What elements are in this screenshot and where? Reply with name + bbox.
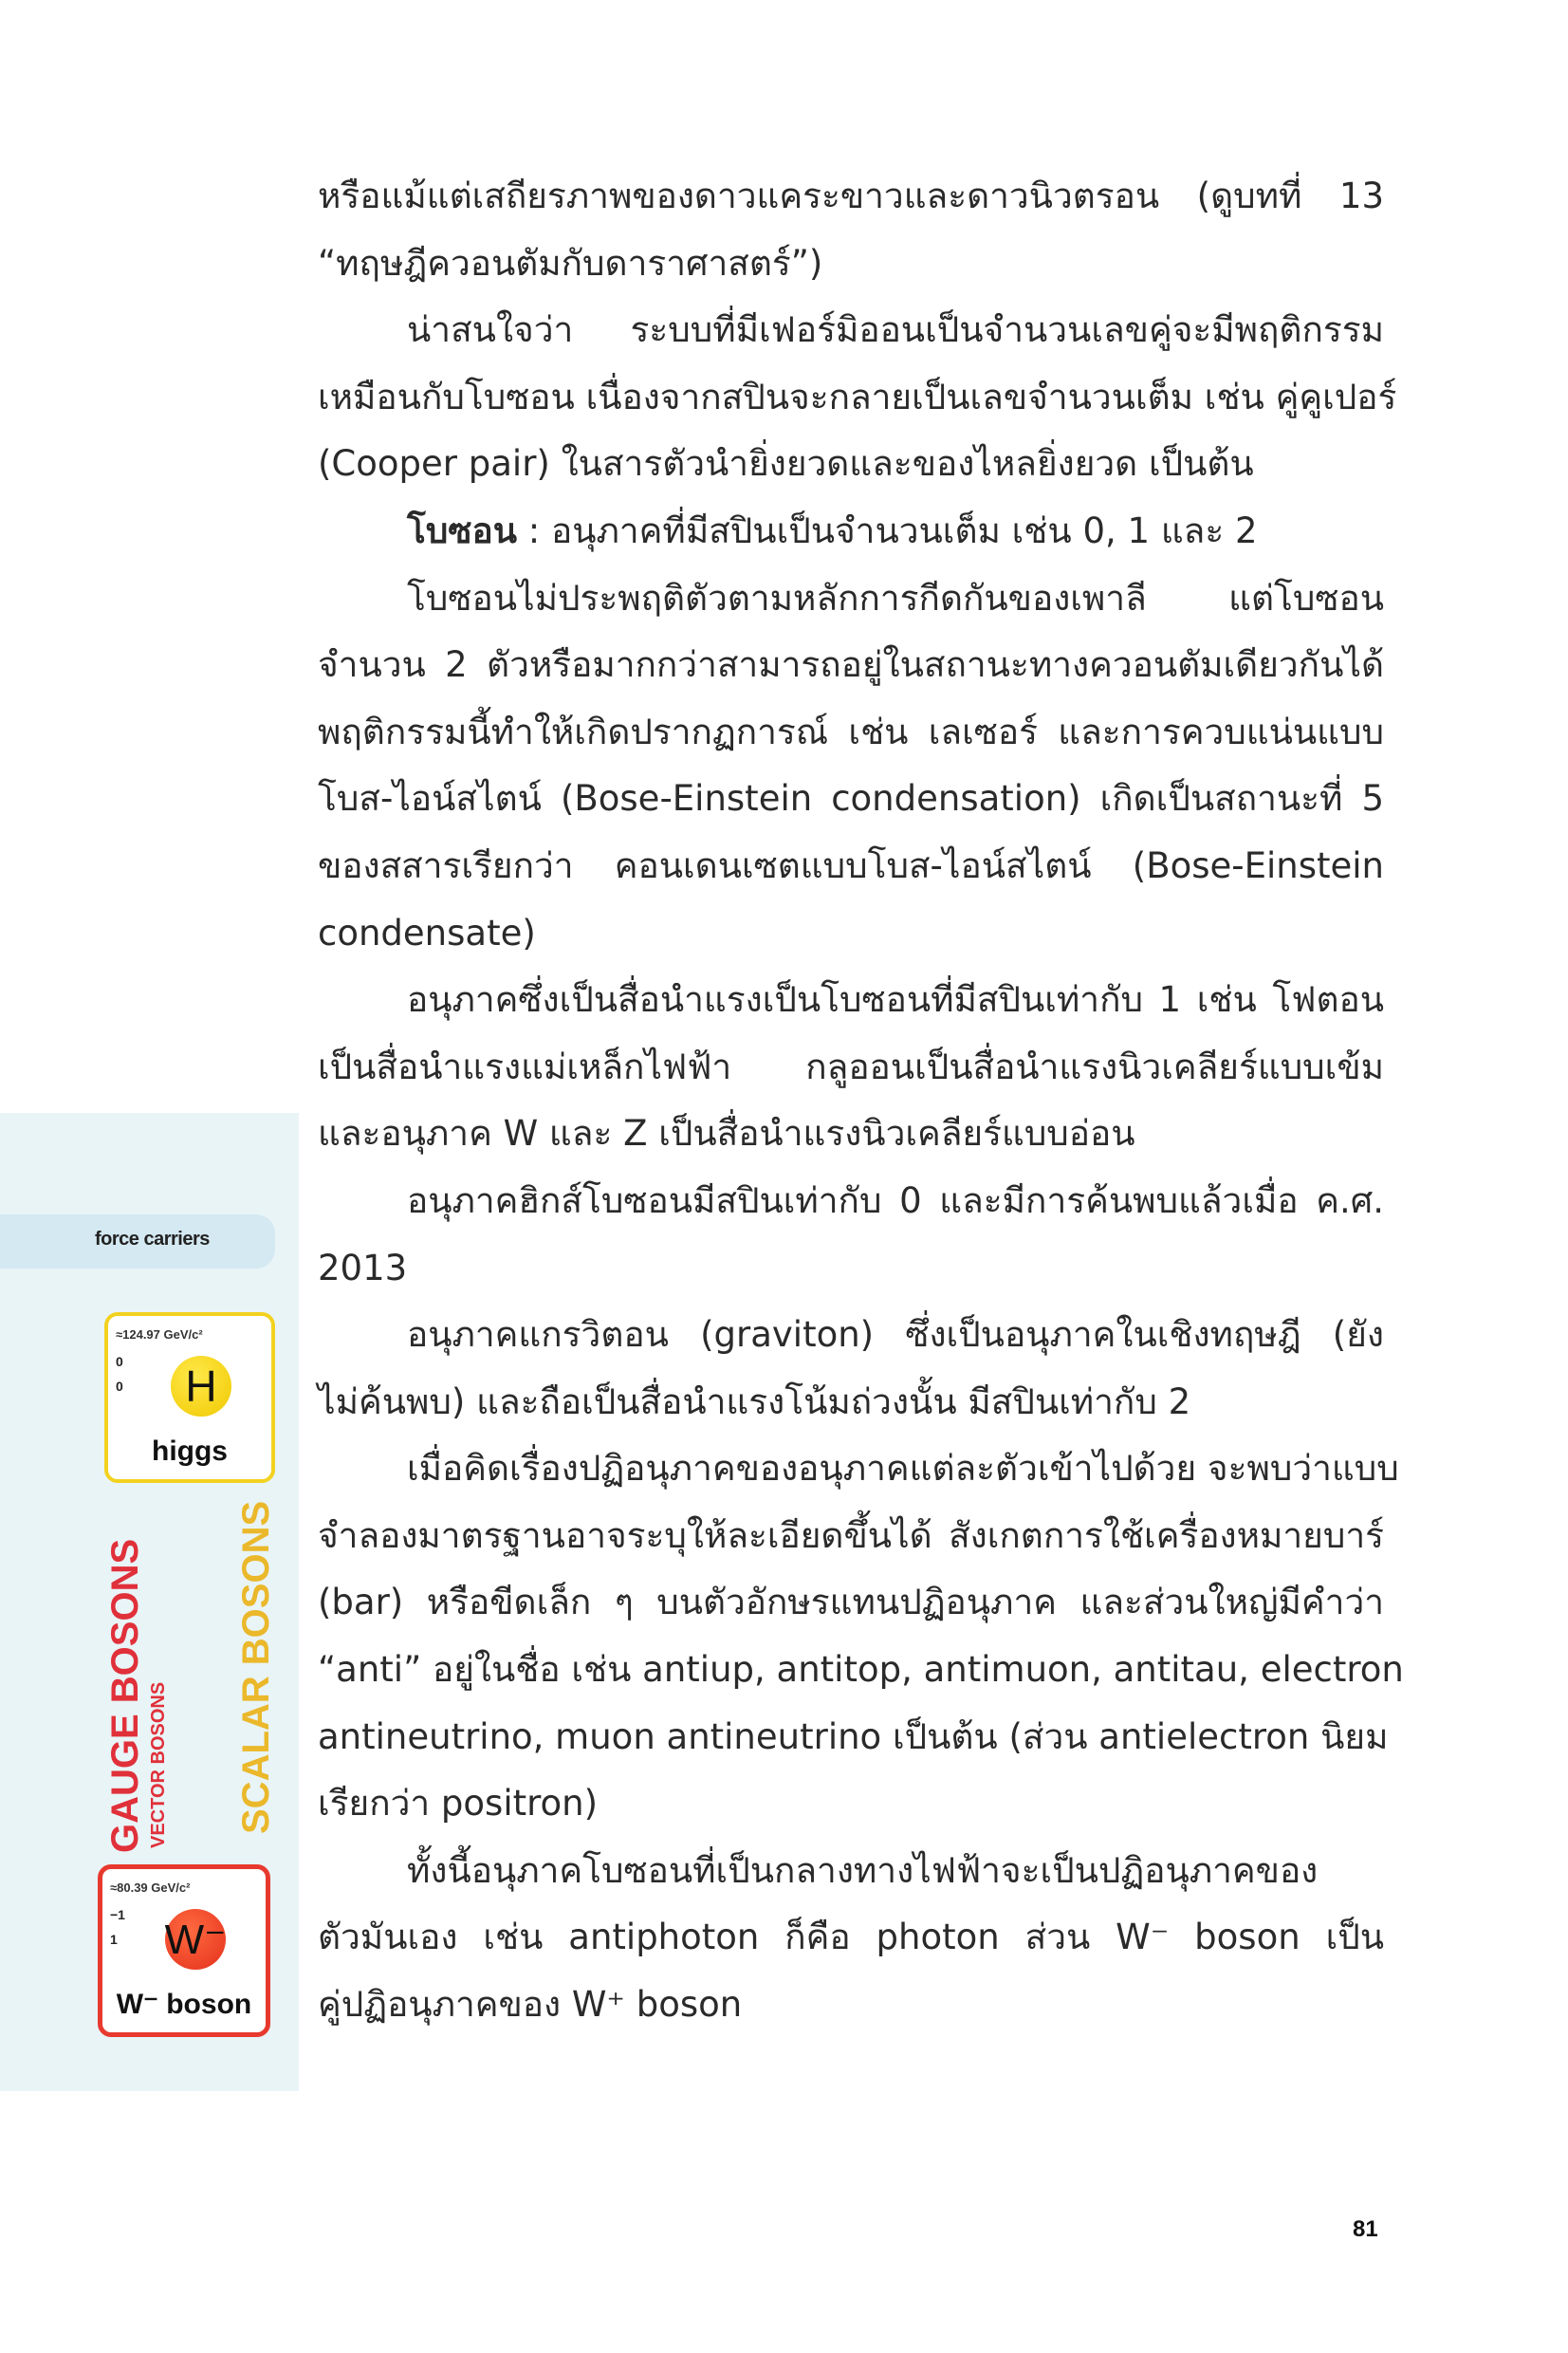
text-line: อนุภาคแกรวิตอน (graviton) ซึ่งเป็นอนุภาคในเชิงทฤษฎี (ยัง xyxy=(407,1314,1384,1356)
force-carriers-label: force carriers xyxy=(95,1229,210,1250)
text-line: เป็นสื่อนำแรงแม่เหล็กไฟฟ้า กลูออนเป็นสื่อนำแรงนิวเคลียร์แบบเข้ม xyxy=(318,1046,1384,1087)
scalar-bosons-label: SCALAR BOSONS xyxy=(235,1500,277,1834)
text-line: อนุภาคฮิกส์โบซอนมีสปินเท่ากับ 0 และมีการค้นพบแล้วเมื่อ ค.ศ. xyxy=(407,1179,1384,1221)
w-boson-card xyxy=(98,1864,270,2037)
text-line: ทั้งนี้อนุภาคโบซอนที่เป็นกลางทางไฟฟ้าจะเป็นปฏิอนุภาคของ xyxy=(407,1849,1319,1891)
term-definition: : อนุภาคที่มีสปินเป็นจำนวนเต็ม เช่น 0, 1 และ 2 xyxy=(527,510,1258,551)
text-line: โบส-ไอน์สไตน์ (Bose-Einstein condensation) เกิดเป็นสถานะที่ 5 xyxy=(318,778,1384,820)
force-carriers-band xyxy=(0,1214,275,1269)
text-line: อนุภาคซึ่งเป็นสื่อนำแรงเป็นโบซอนที่มีสปินเท่ากับ 1 เช่น โฟตอน xyxy=(407,979,1384,1021)
w-spin: 1 xyxy=(110,1932,118,1947)
text-line: condensate) xyxy=(318,912,536,954)
text-line: 2013 xyxy=(318,1247,408,1288)
body-text xyxy=(318,163,1404,2039)
text-line: (Cooper pair) ในสารตัวนำยิ่งยวดและของไหลยิ่งยวด เป็นต้น xyxy=(318,443,1254,485)
text-line: ตัวมันเอง เช่น antiphoton ก็คือ photon ส่วน W⁻ boson เป็น xyxy=(318,1917,1384,1958)
text-line: ของสสารเรียกว่า คอนเดนเซตแบบโบส-ไอน์สไตน์ (Bose-Einstein xyxy=(318,844,1384,886)
text-line: น่าสนใจว่า ระบบที่มีเฟอร์มิออนเป็นจำนวนเลขคู่จะมีพฤติกรรม xyxy=(407,309,1384,351)
text-line: คู่ปฏิอนุภาคของ W⁺ boson xyxy=(318,1984,743,2026)
text-line: “anti” อยู่ในชื่อ เช่น antiup, antitop, antimuon, antitau, electron xyxy=(318,1649,1404,1691)
text-line: เรียกว่า positron) xyxy=(318,1783,599,1825)
text-line xyxy=(318,498,1384,565)
text-line: จำนวน 2 ตัวหรือมากกว่าสามารถอยู่ในสถานะทางควอนตัมเดียวกันได้ xyxy=(318,644,1384,686)
higgs-card xyxy=(104,1312,275,1483)
text-line: “ทฤษฎีควอนตัมกับดาราศาสตร์”) xyxy=(318,242,823,284)
higgs-charge: 0 xyxy=(116,1354,123,1369)
standard-model-figure xyxy=(0,1113,299,2091)
text-line: โบซอนไม่ประพฤติตัวตามหลักการกีดกันของเพาลี แต่โบซอน xyxy=(407,577,1384,619)
term-boson: โบซอน xyxy=(407,510,517,551)
text-line: antineutrino, muon antineutrino เป็นต้น (ส่วน antielectron นิยม xyxy=(318,1715,1389,1757)
text-line: หรือแม้แต่เสถียรภาพของดาวแคระขาวและดาวนิวตรอน (ดูบทที่ 13 xyxy=(318,176,1384,216)
text-line: เมื่อคิดเรื่องปฏิอนุภาคของอนุภาคแต่ละตัวเข้าไปด้วย จะพบว่าแบบ xyxy=(407,1448,1399,1490)
text-line: และอนุภาค W และ Z เป็นสื่อนำแรงนิวเคลียร์แบบอ่อน xyxy=(318,1113,1135,1155)
text-line: พฤติกรรมนี้ทำให้เกิดปรากฏการณ์ เช่น เลเซอร์ และการควบแน่นแบบ xyxy=(318,711,1384,752)
vector-bosons-label: VECTOR BOSONS xyxy=(148,1681,169,1848)
text-line: (bar) หรือขีดเล็ก ๆ บนตัวอักษรแทนปฏิอนุภาค และส่วนใหญ่มีคำว่า xyxy=(318,1582,1384,1623)
higgs-symbol: H xyxy=(171,1356,231,1417)
text-line: เหมือนกับโบซอน เนื่องจากสปินจะกลายเป็นเลขจำนวนเต็ม เช่น คู่คูเปอร์ xyxy=(318,376,1397,417)
higgs-name: higgs xyxy=(152,1436,228,1467)
text-line: จำลองมาตรฐานอาจระบุให้ละเอียดขึ้นได้ สังเกตการใช้เครื่องหมายบาร์ xyxy=(318,1514,1384,1556)
w-name: W⁻ boson xyxy=(116,1989,252,2020)
gauge-bosons-label: GAUGE BOSONS xyxy=(104,1538,146,1853)
text-line: ไม่ค้นพบ) และถือเป็นสื่อนำแรงโน้มถ่วงนั้น มีสปินเท่ากับ 2 xyxy=(318,1380,1191,1422)
w-mass: ≈80.39 GeV/c² xyxy=(110,1881,191,1895)
w-symbol: W⁻ xyxy=(165,1909,226,1970)
w-charge: −1 xyxy=(110,1907,125,1922)
higgs-spin: 0 xyxy=(116,1379,123,1394)
page-number: 81 xyxy=(1353,2216,1378,2242)
higgs-mass: ≈124.97 GeV/c² xyxy=(116,1327,203,1342)
